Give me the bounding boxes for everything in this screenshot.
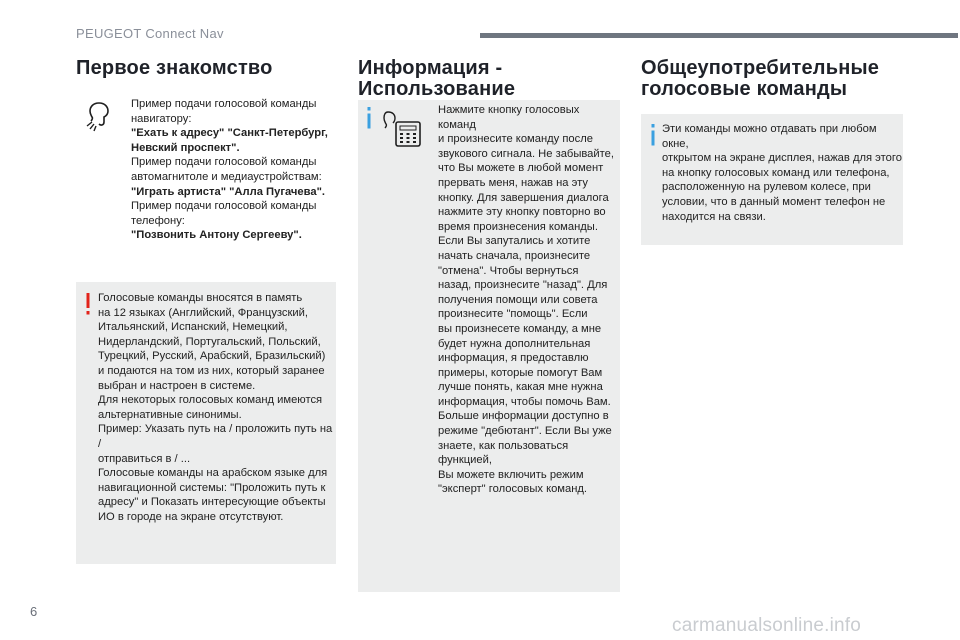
phone-keypad-icon [382, 108, 422, 148]
example-command-navigation: "Ехать к адресу" "Санкт-Петербург, [131, 127, 328, 140]
example-command-phone: "Позвонить Антону Сергееву". [131, 229, 302, 242]
section-heading-usage: Информация - Использование [358, 57, 516, 100]
usage-text: Нажмите кнопку голосовых команд и произнесите команду после звукового сигнала. Не забывайте, что Вы можете в любой момент прервать меня, нажав на эту кнопку. Для завершения диалога нажмите эту кнопку повторно во время произнесения команды. Если Вы запутались и хотите начать сначала, произнесите "отмена". Чтобы вернуться назад, произнесите "назад". Для получения помощи или совета произнесите "помощь". Если вы произнесете команду, а мне будет нужна дополнительная информация, я предоставлю примеры, которые помогут Вам лучше понять, какая мне нужна информация, чтобы помочь Вам. Больше информации доступно в режиме "дебютант". Если Вы уже знаете, как пользоваться функцией, Вы можете включить режим "эксперт" голосовых команд. [438, 104, 614, 496]
common-commands-text: Эти команды можно отдавать при любом окне, открытом на экране дисплея, нажав для этого на кнопку голосовых команд или телефона, расположенную на рулевом колесе, при условии, что в данный момент телефон не находится на связи. [662, 123, 902, 223]
page-number: 6 [30, 604, 38, 619]
warning-mark-icon [85, 293, 91, 315]
intro-text: Пример подачи голосовой команды навигатору: "Ехать к адресу" "Санкт-Петербург, Невский проспект". Пример подачи голосовой команды автомагнитоле и медиаустройствам: "Играть артиста" "Алла Пугачева". Пример подачи голосовой команды телефону: "Позвонить Антону Сергееву". [131, 97, 336, 243]
document-title: PEUGEOT Connect Nav [76, 26, 224, 41]
section-heading-common-commands: Общеупотребительные голосовые команды [641, 57, 880, 100]
section-heading-first-steps: Первое знакомство [76, 57, 273, 79]
info-mark-icon [650, 124, 656, 146]
info-mark-icon [366, 107, 372, 129]
watermark: carmanualsonline.info [672, 615, 862, 636]
header-rule [480, 33, 958, 38]
voice-command-icon [84, 100, 114, 132]
languages-note: Голосовые команды вносятся в память на 12 языках (Английский, Французский, Итальянский, Испанский, Немецкий, Нидерландский, Португальский, Польский, Турецкий, Русский, Арабский, Бразильский) и подаются на том из них, который заранее выбран и настроен в системе. Для некоторых голосовых команд имеются альтернативные синонимы. Пример: Указать путь на / проложить путь на / отправиться в / ... Голосовые команды на арабском языке для навигационной системы: "Проложить путь к адресу" и Показать интересующие объекты ИО в городе на экране отсутствуют. [98, 292, 333, 523]
example-command-media: "Играть артиста" "Алла Пугачева". [131, 185, 325, 198]
